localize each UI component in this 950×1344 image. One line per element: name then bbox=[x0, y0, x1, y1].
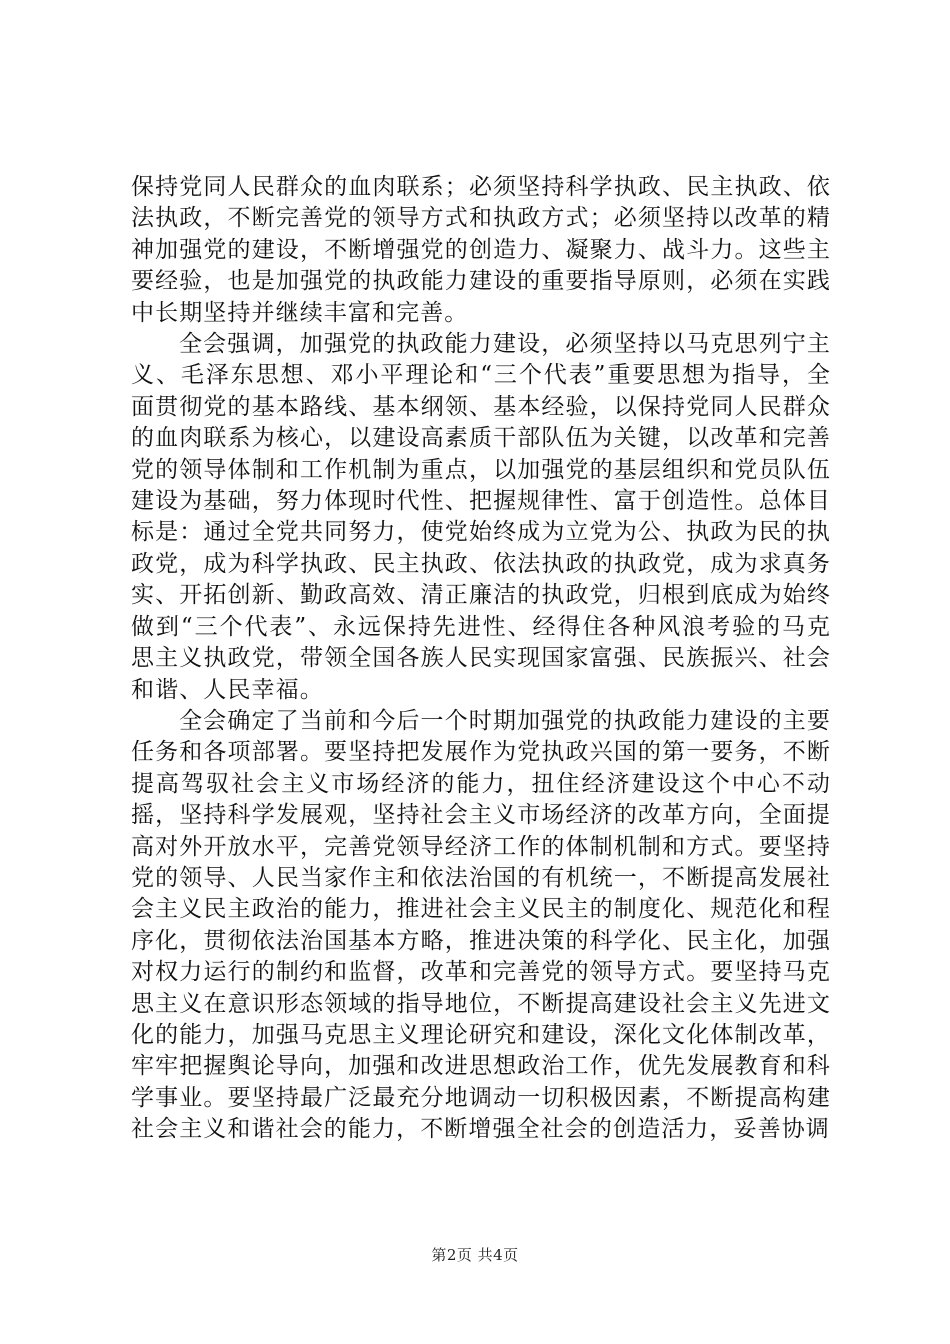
page-number-footer: 第2页 共4页 bbox=[431, 1246, 519, 1264]
paragraph-3: 全会确定了当前和今后一个时期加强党的执政能力建设的主要任务和各项部署。要坚持把发展作为党执政兴国的第一要务，不断提高驾驭社会主义市场经济的能力，扭住经济建设这个中心不动摇，坚持科学发展观，坚持社会主义市场经济的改革方向，全面提高对外开放水平，完善党领导经济工作的体制机制和方式。要坚持党的领导、人民当家作主和依法治国的有机统一，不断提高发展社会主义民主政治的能力，推进社会主义民主的制度化、规范化和程序化，贯彻依法治国基本方略，推进决策的科学化、民主化，加强对权力运行的制约和监督，改革和完善党的领导方式。要坚持马克思主义在意识形态领域的指导地位，不断提高建设社会主义先进文化的能力，加强马克思主义理论研究和建设，深化文化体制改革，牢牢把握舆论导向，加强和改进思想政治工作，优先发展教育和科学事业。要坚持最广泛最充分地调动一切积极因素，不断提高构建社会主义和谐社会的能力，不断增强全社会的创造活力，妥善协调 bbox=[131, 707, 831, 1143]
paragraph-1: 保持党同人民群众的血肉联系；必须坚持科学执政、民主执政、依法执政，不断完善党的领导方式和执政方式；必须坚持以改革的精神加强党的建设，不断增强党的创造力、凝聚力、战斗力。这些主要经验，也是加强党的执政能力建设的重要指导原则，必须在实践中长期坚持并继续丰富和完善。 bbox=[131, 174, 831, 326]
document-body bbox=[131, 172, 831, 1146]
paragraph-2: 全会强调，加强党的执政能力建设，必须坚持以马克思列宁主义、毛泽东思想、邓小平理论和“三个代表”重要思想为指导，全面贯彻党的基本路线、基本纲领、基本经验，以保持党同人民群众的血肉联系为核心，以建设高素质干部队伍为关键，以改革和完善党的领导体制和工作机制为重点，以加强党的基层组织和党员队伍建设为基础，努力体现时代性、把握规律性、富于创造性。总体目标是：通过全党共同努力，使党始终成为立党为公、执政为民的执政党，成为科学执政、民主执政、依法执政的执政党，成为求真务实、开拓创新、勤政高效、清正廉洁的执政党，归根到底成为始终做到“三个代表”、永远保持先进性、经得住各种风浪考验的马克思主义执政党，带领全国各族人民实现国家富强、民族振兴、社会和谐、人民幸福。 bbox=[131, 331, 831, 703]
